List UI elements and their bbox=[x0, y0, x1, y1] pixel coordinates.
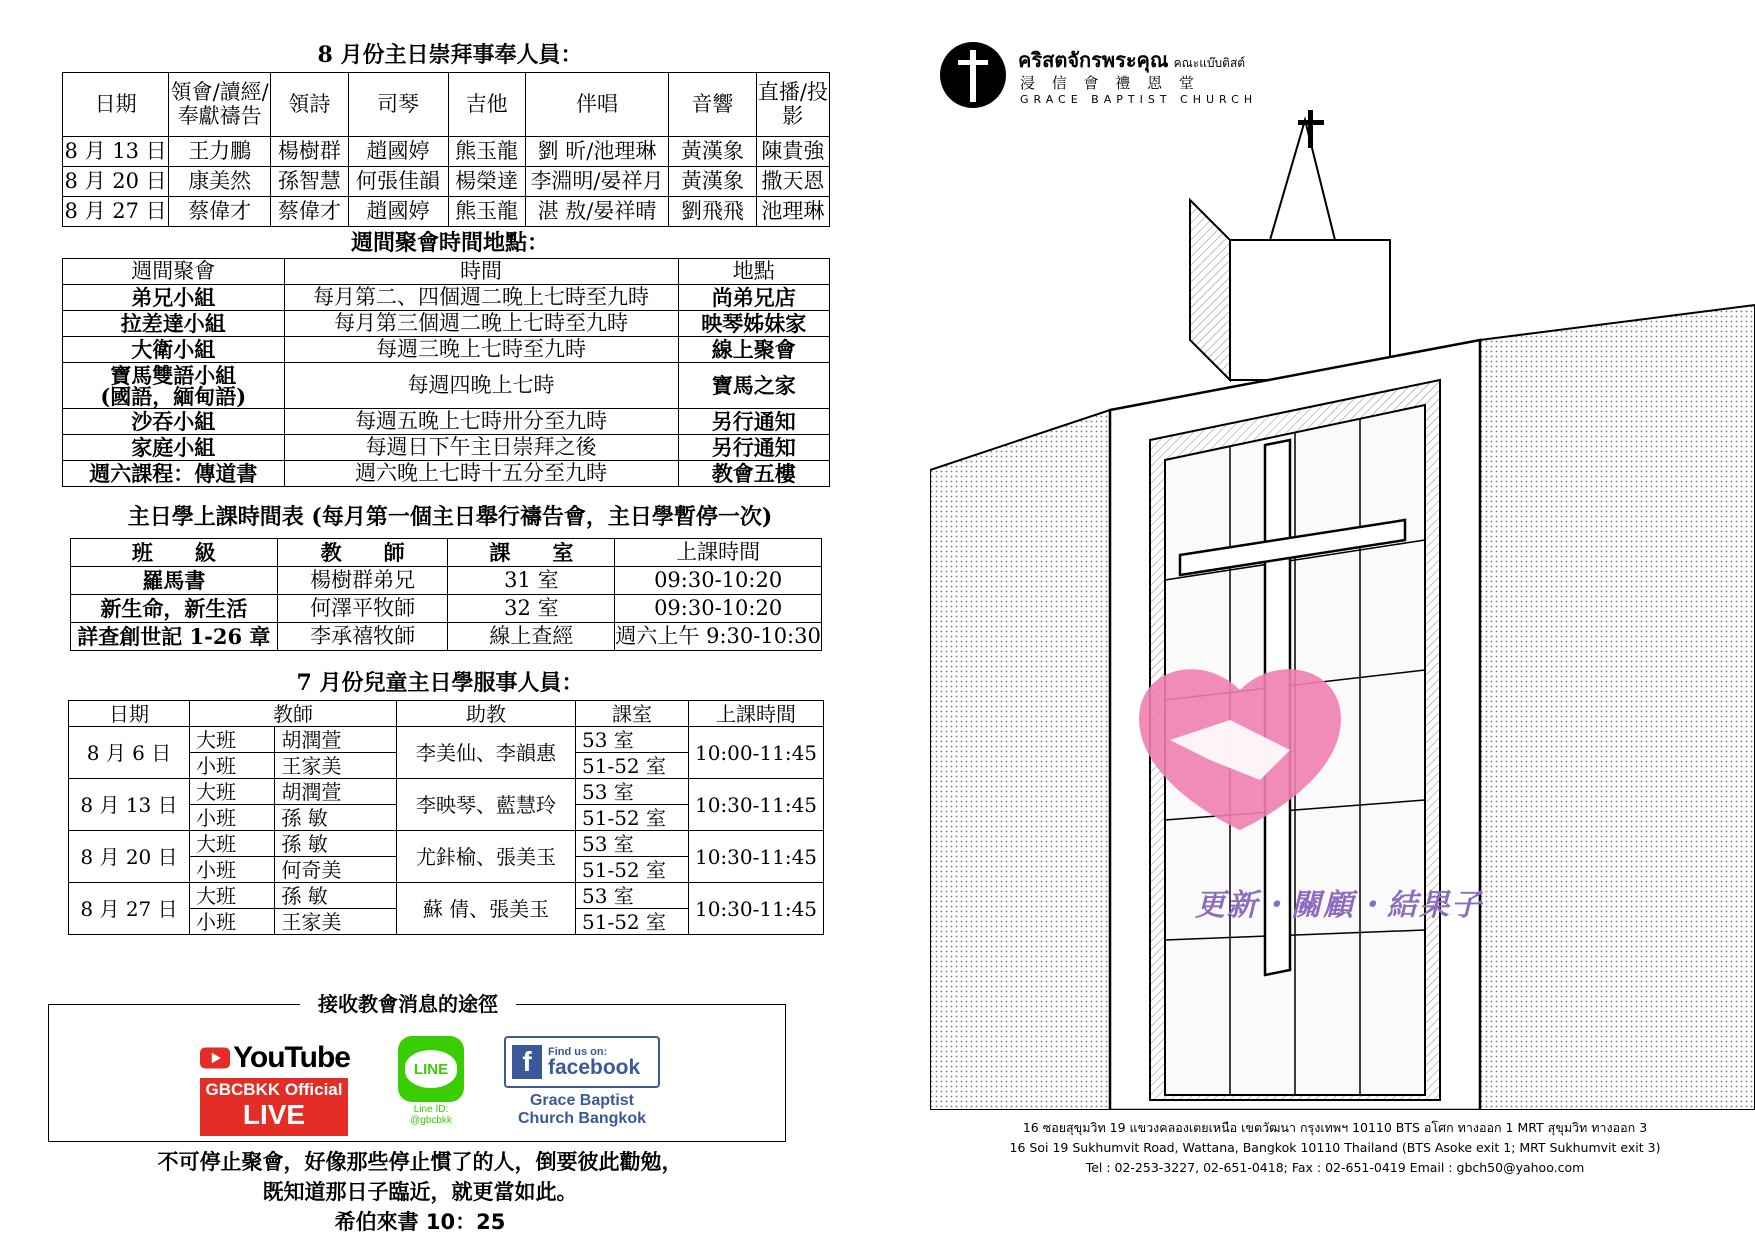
cell: 31 室 bbox=[448, 567, 615, 595]
cell: 09:30-10:20 bbox=[615, 567, 822, 595]
cell: 51-52 室 bbox=[576, 805, 689, 831]
address-thai: 16 ซอยสุขุมวิท 19 แขวงคลองเตยเหนือ เขตวัฒนา กรุงเทพฯ 10110 BTS อโศก ทางออก 1 MRT สุขุมวิท ทางออก 3 bbox=[1022, 1120, 1648, 1135]
cell: 熊玉龍 bbox=[448, 137, 525, 167]
cell: 每月第二、四個週二晚上七時至九時 bbox=[284, 285, 678, 311]
weekly-table bbox=[62, 258, 830, 487]
youtube-wordmark: YouTube bbox=[233, 1041, 350, 1074]
verse-line-2: 既知道那日子臨近，就更當如此。 bbox=[262, 1180, 578, 1204]
th: 上課時間 bbox=[689, 701, 824, 727]
th: 週間聚會 bbox=[63, 259, 285, 285]
cell: 週六課程：傳道書 bbox=[63, 461, 285, 487]
cell: 楊樹群 bbox=[271, 137, 348, 167]
th: 班 級 bbox=[71, 539, 278, 567]
cell: 每月第三個週二晚上七時至九時 bbox=[284, 311, 678, 337]
cell: 51-52 室 bbox=[576, 909, 689, 935]
th: 課 室 bbox=[448, 539, 615, 567]
logo-english-name: GRACE BAPTIST CHURCH bbox=[1020, 93, 1258, 106]
cell: 陳貴強 bbox=[756, 137, 829, 167]
cell: 8 月 27 日 bbox=[63, 197, 169, 227]
cell: 10:30-11:45 bbox=[689, 779, 824, 831]
cell: 小班 bbox=[190, 857, 275, 883]
cell: 胡潤萱 bbox=[275, 727, 397, 753]
line-badge[interactable] bbox=[394, 1036, 468, 1136]
cell: 撒天恩 bbox=[756, 167, 829, 197]
cell: 每週日下午主日崇拜之後 bbox=[284, 435, 678, 461]
cell: 楊榮達 bbox=[448, 167, 525, 197]
cell: 楊樹群弟兄 bbox=[277, 567, 448, 595]
cell: 每週三晚上七時至九時 bbox=[284, 337, 678, 363]
cell: 10:00-11:45 bbox=[689, 727, 824, 779]
cell: 另行通知 bbox=[678, 409, 829, 435]
cell: 王家美 bbox=[275, 909, 397, 935]
cell: 09:30-10:20 bbox=[615, 595, 822, 623]
facebook-f-icon: f bbox=[512, 1045, 542, 1079]
cell: 小班 bbox=[190, 909, 275, 935]
line-wordmark: LINE bbox=[413, 1060, 449, 1078]
cell: 每週四晚上七時 bbox=[284, 363, 678, 409]
cell: 蘇 倩、張美玉 bbox=[397, 883, 576, 935]
cell: 黃漢象 bbox=[669, 137, 757, 167]
th: 教 師 bbox=[277, 539, 448, 567]
cell: 趙國婷 bbox=[348, 197, 448, 227]
cell: 劉飛飛 bbox=[669, 197, 757, 227]
th: 音響 bbox=[669, 73, 757, 137]
line-id: @gbcbkk bbox=[410, 1115, 452, 1126]
church-address bbox=[940, 1118, 1730, 1178]
cell: 趙國婷 bbox=[348, 137, 448, 167]
cell: 10:30-11:45 bbox=[689, 831, 824, 883]
cell: 何奇美 bbox=[275, 857, 397, 883]
th: 教師 bbox=[190, 701, 397, 727]
cell: 李映琴、藍慧玲 bbox=[397, 779, 576, 831]
cell: 53 室 bbox=[576, 779, 689, 805]
th: 直播/投影 bbox=[756, 73, 829, 137]
cell: 53 室 bbox=[576, 831, 689, 857]
cell: 何澤平牧師 bbox=[277, 595, 448, 623]
cell: 小班 bbox=[190, 753, 275, 779]
cell: 胡潤萱 bbox=[275, 779, 397, 805]
th: 日期 bbox=[69, 701, 190, 727]
youtube-badge[interactable] bbox=[200, 1040, 350, 1134]
cell: 53 室 bbox=[576, 727, 689, 753]
cell: 何張佳韻 bbox=[348, 167, 448, 197]
cell: 李美仙、李韻惠 bbox=[397, 727, 576, 779]
cell: 教會五樓 bbox=[678, 461, 829, 487]
church-building-illustration bbox=[930, 110, 1755, 1110]
cell: 10:30-11:45 bbox=[689, 883, 824, 935]
cell: 家庭小組 bbox=[63, 435, 285, 461]
cell: 8 月 13 日 bbox=[69, 779, 190, 831]
cell: 孫 敏 bbox=[275, 831, 397, 857]
address-contact: Tel : 02-253-3227, 02-651-0418; Fax : 02-651-0419 Email : gbch50@yahoo.com bbox=[1085, 1160, 1585, 1175]
cell: 51-52 室 bbox=[576, 857, 689, 883]
cell: 寶馬之家 bbox=[678, 363, 829, 409]
cell: 李淵明/晏祥月 bbox=[525, 167, 668, 197]
cell: 尚弟兄店 bbox=[678, 285, 829, 311]
cell: 映琴姊妹家 bbox=[678, 311, 829, 337]
cell: 小班 bbox=[190, 805, 275, 831]
cell: 大衛小組 bbox=[63, 337, 285, 363]
cross-logo-icon bbox=[940, 42, 1006, 108]
cell: 蔡偉才 bbox=[169, 197, 271, 227]
cell: 羅馬書 bbox=[71, 567, 278, 595]
cell: 線上聚會 bbox=[678, 337, 829, 363]
th: 伴唱 bbox=[525, 73, 668, 137]
address-english: 16 Soi 19 Sukhumvit Road, Wattana, Bangkok 10110 Thailand (BTS Asoke exit 1; MRT Sukhumvit exit 3) bbox=[1009, 1140, 1661, 1155]
cell: 黃漢象 bbox=[669, 167, 757, 197]
logo-thai-sub: คณะแบ๊บติสต์ bbox=[1173, 56, 1246, 70]
logo-chinese-name: 浸 信 會 禮 恩 堂 bbox=[1020, 74, 1200, 92]
cell: 週六上午 9:30-10:30 bbox=[615, 623, 822, 651]
children-table bbox=[68, 700, 824, 935]
cell: 蔡偉才 bbox=[271, 197, 348, 227]
cell: 32 室 bbox=[448, 595, 615, 623]
cell: 8 月 27 日 bbox=[69, 883, 190, 935]
youtube-play-icon bbox=[200, 1042, 230, 1074]
cell: 拉差達小組 bbox=[63, 311, 285, 337]
facebook-badge[interactable] bbox=[502, 1036, 662, 1136]
th: 時間 bbox=[284, 259, 678, 285]
cell: 另行通知 bbox=[678, 435, 829, 461]
cell: 王家美 bbox=[275, 753, 397, 779]
contact-title: 接收教會消息的途徑 bbox=[300, 988, 516, 1017]
motto: 更新・關顧・結果子 bbox=[1195, 888, 1483, 923]
cell: 週六晚上七時十五分至九時 bbox=[284, 461, 678, 487]
th: 地點 bbox=[678, 259, 829, 285]
cell: 8 月 20 日 bbox=[69, 831, 190, 883]
weekly-title: 週間聚會時間地點： bbox=[350, 230, 549, 256]
sunday-school-title: 主日學上課時間表 (每月第一個主日舉行禱告會，主日學暫停一次) bbox=[127, 504, 773, 530]
cell: 王力鵬 bbox=[169, 137, 271, 167]
cell: 51-52 室 bbox=[576, 753, 689, 779]
cell: 劉 昕/池理琳 bbox=[525, 137, 668, 167]
facebook-page-name: Grace Baptist Church Bangkok bbox=[517, 1092, 646, 1127]
youtube-live: LIVE bbox=[242, 1099, 306, 1130]
cell: 孫 敏 bbox=[275, 883, 397, 909]
th: 吉他 bbox=[448, 73, 525, 137]
cell: 新生命，新生活 bbox=[71, 595, 278, 623]
verse-reference: 希伯來書 10：25 bbox=[334, 1210, 506, 1234]
youtube-channel: GBCBKK Official bbox=[205, 1080, 343, 1099]
aug-roster-table bbox=[62, 72, 830, 227]
th: 課室 bbox=[576, 701, 689, 727]
th: 助教 bbox=[397, 701, 576, 727]
cell: 8 月 13 日 bbox=[63, 137, 169, 167]
cell: 大班 bbox=[190, 883, 275, 909]
th: 司琴 bbox=[348, 73, 448, 137]
cell: 孫智慧 bbox=[271, 167, 348, 197]
line-icon bbox=[405, 1050, 457, 1088]
facebook-find-label: Find us on: bbox=[548, 1046, 608, 1058]
cell: 每週五晚上七時卅分至九時 bbox=[284, 409, 678, 435]
cell: 大班 bbox=[190, 831, 275, 857]
cell: 寶馬雙語小組 (國語，緬甸語) bbox=[63, 363, 285, 409]
th: 領會/讀經/奉獻禱告 bbox=[169, 73, 271, 137]
cell: 熊玉龍 bbox=[448, 197, 525, 227]
th: 上課時間 bbox=[615, 539, 822, 567]
cell: 大班 bbox=[190, 727, 275, 753]
th: 日期 bbox=[63, 73, 169, 137]
cell: 康美然 bbox=[169, 167, 271, 197]
th: 領詩 bbox=[271, 73, 348, 137]
cell: 沙吞小組 bbox=[63, 409, 285, 435]
cell: 線上查經 bbox=[448, 623, 615, 651]
cell: 孫 敏 bbox=[275, 805, 397, 831]
sunday-school-table bbox=[70, 538, 822, 651]
cell: 湛 敖/晏祥晴 bbox=[525, 197, 668, 227]
cell: 尤鉲榆、張美玉 bbox=[397, 831, 576, 883]
line-id-label: Line ID: bbox=[413, 1104, 449, 1115]
cell: 8 月 20 日 bbox=[63, 167, 169, 197]
cell: 8 月 6 日 bbox=[69, 727, 190, 779]
cell: 池理琳 bbox=[756, 197, 829, 227]
cell: 53 室 bbox=[576, 883, 689, 909]
aug-roster-title: 8 月份主日崇拜事奉人員： bbox=[317, 42, 583, 68]
cell: 弟兄小組 bbox=[63, 285, 285, 311]
logo-thai-name: คริสตจักรพระคุณ bbox=[1018, 48, 1169, 72]
cell: 大班 bbox=[190, 779, 275, 805]
children-title: 7 月份兒童主日學服事人員： bbox=[296, 670, 584, 696]
facebook-wordmark: facebook bbox=[548, 1056, 641, 1079]
verse-line-1: 不可停止聚會，好像那些停止慣了的人，倒要彼此勸勉， bbox=[157, 1150, 683, 1174]
cell: 李承禧牧師 bbox=[277, 623, 448, 651]
cell: 詳查創世記 1-26 章 bbox=[71, 623, 278, 651]
